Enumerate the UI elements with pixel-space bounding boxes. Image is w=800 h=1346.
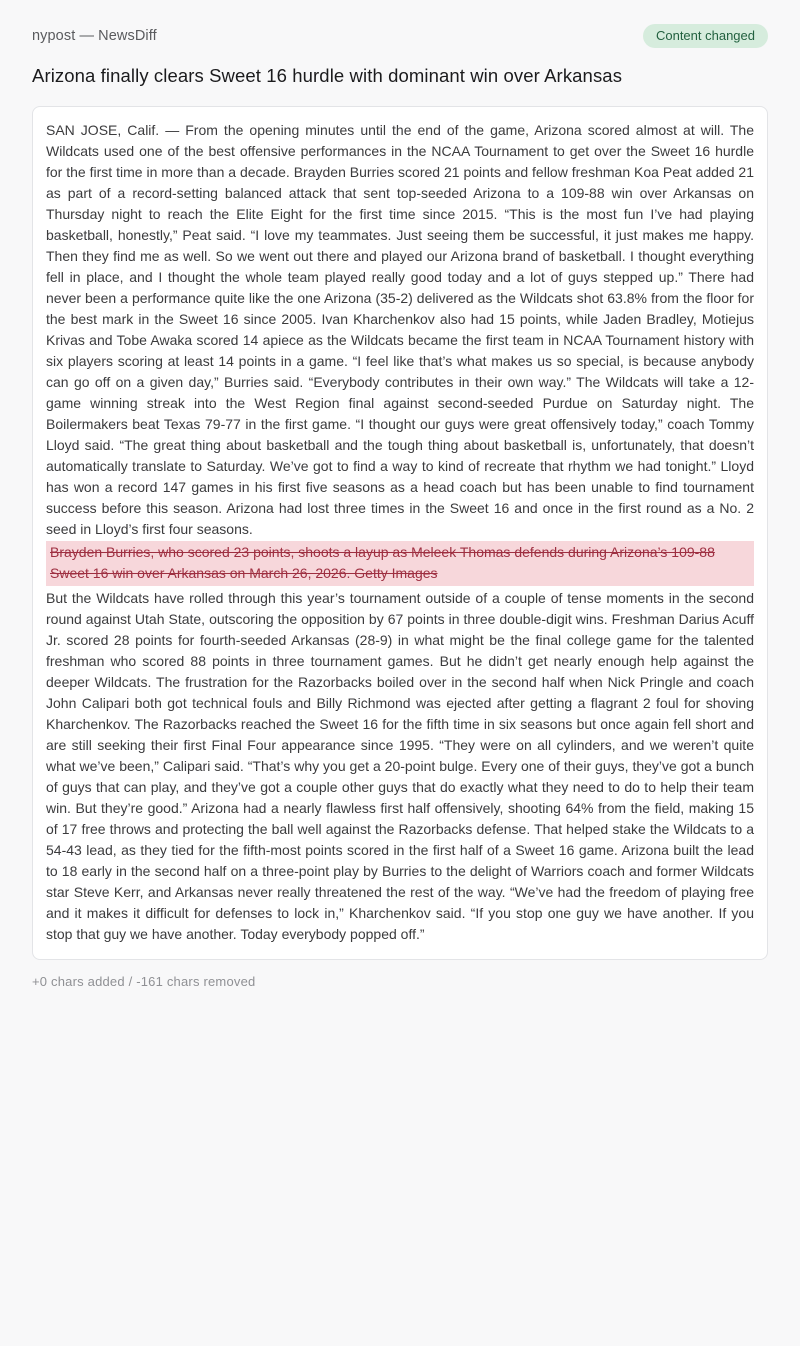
article-paragraph-after: But the Wildcats have rolled through this year’s tournament outside of a couple of tense moments in the second round against Utah State, outscoring the opposition by 67 points in three double-digit wins. Freshman Darius Acuff Jr. scored 28 points for fourth-seeded Arkansas (28-9) in what might be the final college game for the talented freshman who scored 88 points in three tournament games. But he didn’t get nearly enough help against the deeper Wildcats. The frustration for the Razorbacks boiled over in the second half when Nick Pringle and coach John Calipari both got technical fouls and Billy Richmond was ejected after getting a flagrant 2 foul for shoving Kharchenkov. The Razorbacks reached the Sweet 16 for the fifth time in six seasons but once again fell short and are still seeking their first Final Four appearance since 1995. “They were on all cylinders, and we weren’t quite what we’ve been,” Calipari said. “That’s why you get a 20-point bulge. Every one of their guys, they’ve got a bunch of guys that can play, and they’ve got a couple other guys that do exactly what they need to do to help their team win. But they’re good.” Arizona had a nearly flawless first half offensively, shooting 64% from the field, making 15 of 17 free throws and protecting the ball well against the Razorbacks defense. That helped stake the Wildcats to a 54-43 lead, as they tied for the fifth-most points scored in the first half of a Sweet 16 game. Arizona built the lead to 18 early in the second half on a three-point play by Burries to the delight of Warriors coach and former Wildcats star Steve Kerr, and Arkansas never really threatened the rest of the way. “We’ve had the freedom of playing free and it makes it difficult for defenses to lock in,” Kharchenkov said. “If you stop one guy we have another. If you stop that guy we have another. Today everybody popped off.”: [46, 590, 754, 942]
page-header: [32, 24, 768, 48]
article-paragraph-before: SAN JOSE, Calif. — From the opening minutes until the end of the game, Arizona scored almost at will. The Wildcats used one of the best offensive performances in the NCAA Tournament to get over the Sweet 16 hurdle for the first time in more than a decade. Brayden Burries scored 21 points and fellow freshman Koa Peat added 21 as part of a record-setting balanced attack that sent top-seeded Arizona to a 109-88 win over Arkansas on Thursday night to reach the Elite Eight for the first time since 2015. “This is the most fun I’ve had playing basketball, honestly,” Peat said. “I love my teammates. Just seeing them be successful, it just makes me happy. Then they find me as well. So we went out there and played our Arizona brand of basketball. I thought everything fell in place, and I thought the whole team played really good today and a lot of guys stepped up.” There had never been a performance quite like the one Arizona (35-2) delivered as the Wildcats shot 63.8% from the floor for the best mark in the Sweet 16 since 2005. Ivan Kharchenkov also had 15 points, while Jaden Bradley, Motiejus Krivas and Tobe Awaka scored 14 apiece as the Wildcats became the first team in NCAA Tournament history with six players scoring at least 14 points in a game. “I feel like that’s what makes us so special, is because anybody can go off on a given day,” Burries said. “Everybody contributes in their own way.” The Wildcats will take a 12-game winning streak into the West Region final against second-seeded Purdue on Saturday night. The Boilermakers beat Texas 79-77 in the first game. “I thought our guys were great offensively today,” coach Tommy Lloyd said. “The great thing about basketball and the tough thing about basketball is, unfortunately, that doesn’t automatically translate to Saturday. We’ve got to find a way to kind of recreate that rhythm we had tonight.” Lloyd has won a record 147 games in his first five seasons as a head coach but has been unable to find tournament success before this season. Arizona had lost three times in the Sweet 16 and once in the first round as a No. 2 seed in Lloyd’s first four seasons.: [46, 122, 754, 537]
article-card: [32, 106, 768, 960]
diff-summary: +0 chars added / -161 chars removed: [32, 974, 256, 989]
status-badge: Content changed: [643, 24, 768, 48]
removed-text-block: Brayden Burries, who scored 23 points, shoots a layup as Meleek Thomas defends during Arizona’s 109-88 Sweet 16 win over Arkansas on March 26, 2026. Getty Images: [46, 541, 754, 586]
source-label: nypost — NewsDiff: [32, 28, 157, 44]
page-title: Arizona finally clears Sweet 16 hurdle with dominant win over Arkansas: [32, 65, 623, 86]
